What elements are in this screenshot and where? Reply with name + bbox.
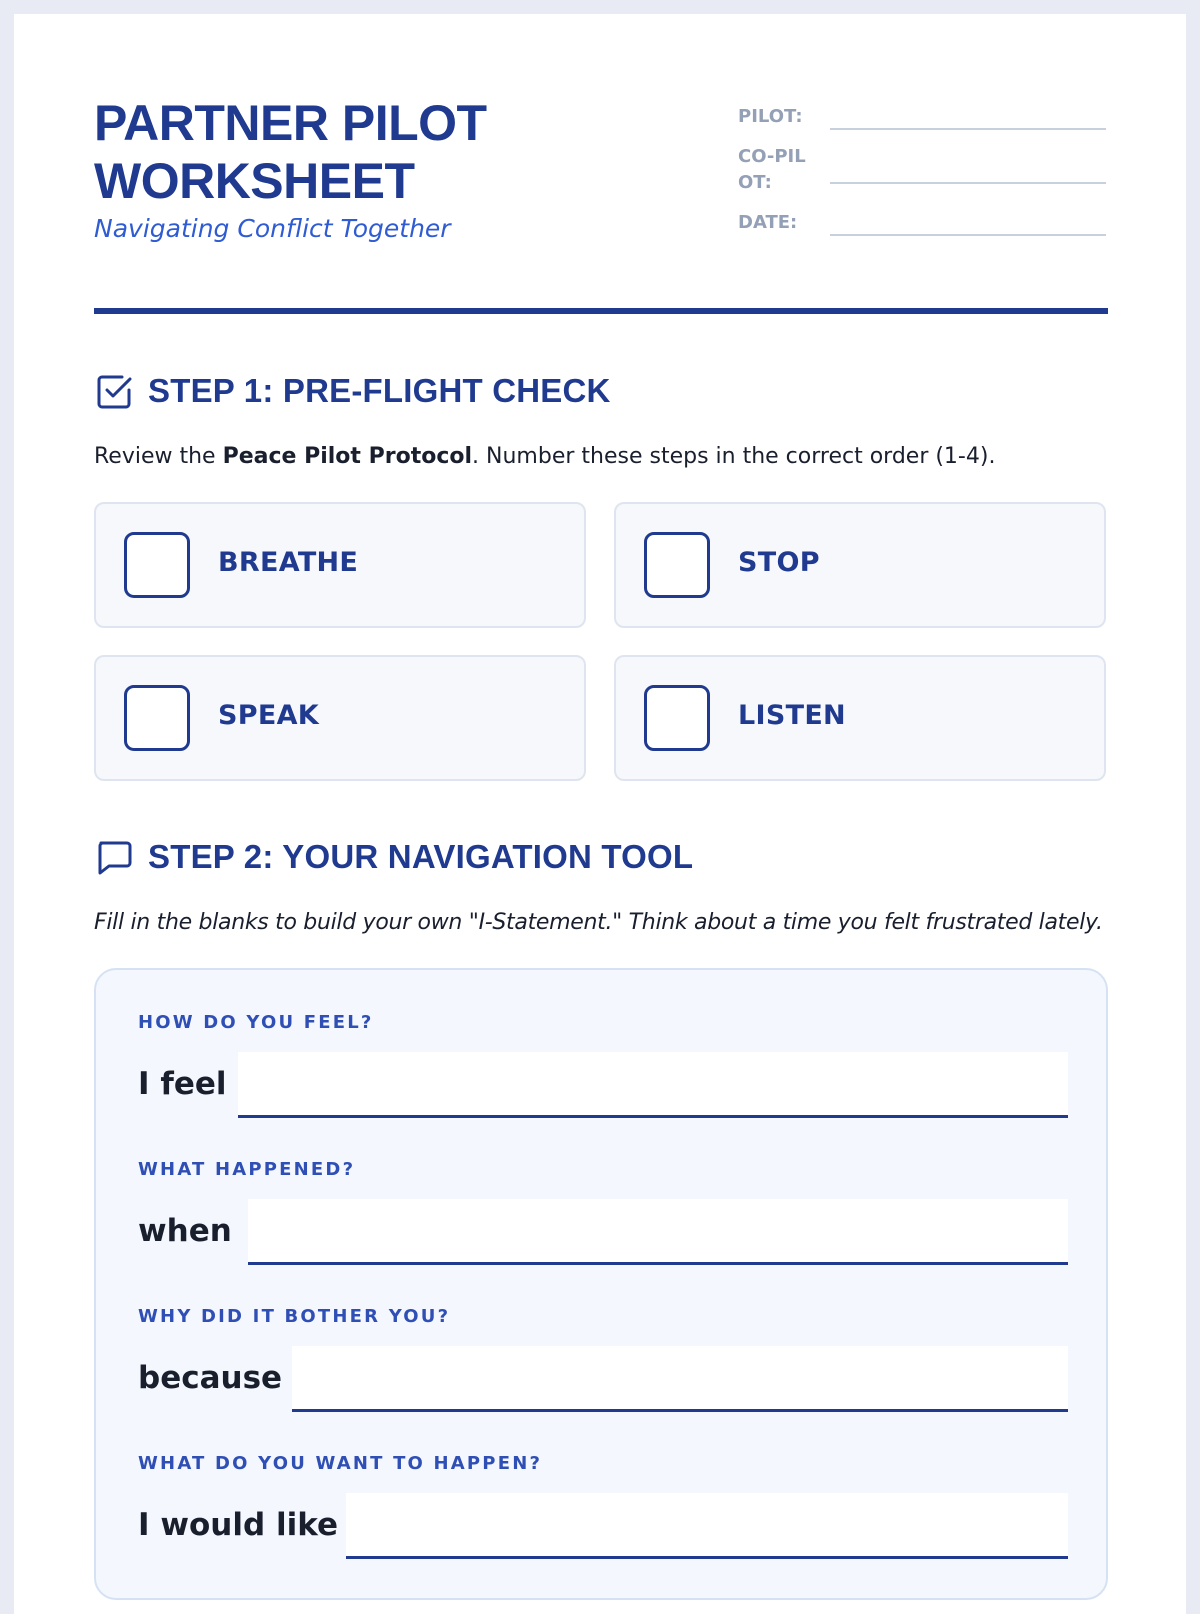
date-label: DATE: [738, 212, 798, 233]
pilot-line[interactable] [830, 128, 1106, 130]
happened-prefix: when [138, 1213, 232, 1249]
page-title [94, 94, 674, 210]
step-card-label: STOP [738, 547, 820, 578]
number-box[interactable] [644, 532, 710, 598]
feel-input[interactable] [238, 1052, 1068, 1118]
happened-row [138, 1199, 1068, 1265]
step-card-listen [614, 655, 1106, 781]
would-like-prefix: I would like [138, 1507, 339, 1543]
checkbox-icon [94, 371, 134, 411]
copilot-label: CO-PILOT: [738, 146, 806, 193]
step-card-stop [614, 502, 1106, 628]
pilot-label: PILOT: [738, 106, 803, 127]
step1-heading [94, 371, 611, 411]
number-box[interactable] [644, 685, 710, 751]
step1-title: STEP 1: PRE-FLIGHT CHECK [148, 372, 611, 409]
title-line-2: WORKSHEET [94, 153, 415, 209]
question-label: HOW DO YOU FEEL? [138, 1012, 374, 1033]
number-box[interactable] [124, 685, 190, 751]
copilot-line[interactable] [830, 182, 1106, 184]
i-statement-panel [94, 968, 1108, 1600]
speech-bubble-icon [94, 837, 134, 877]
would-like-input[interactable] [346, 1493, 1068, 1559]
question-label: WHY DID IT BOTHER YOU? [138, 1306, 451, 1327]
step-card-label: BREATHE [218, 547, 359, 578]
step1-instructions-pre: Review the [94, 444, 223, 469]
date-line[interactable] [830, 234, 1106, 236]
step-card-breathe [94, 502, 586, 628]
step-card-label: SPEAK [218, 700, 319, 731]
step1-instructions [94, 444, 995, 469]
feel-prefix: I feel [138, 1066, 227, 1102]
step1-instructions-bold: Peace Pilot Protocol [222, 444, 473, 469]
question-label: WHAT HAPPENED? [138, 1159, 356, 1180]
step2-title: STEP 2: YOUR NAVIGATION TOOL [148, 838, 694, 875]
question-label: WHAT DO YOU WANT TO HAPPEN? [138, 1453, 543, 1474]
step2-instructions: Fill in the blanks to build your own "I-Statement." Think about a time you felt frustrated lately. [94, 910, 1103, 935]
because-prefix: because [138, 1360, 283, 1396]
happened-input[interactable] [248, 1199, 1068, 1265]
worksheet-page [14, 14, 1186, 1614]
header-divider [94, 308, 1108, 314]
step-card-label: LISTEN [738, 700, 846, 731]
would-like-row [138, 1493, 1068, 1559]
feel-row [138, 1052, 1068, 1118]
because-input[interactable] [292, 1346, 1068, 1412]
step2-heading [94, 837, 693, 877]
step-card-speak [94, 655, 586, 781]
number-box[interactable] [124, 532, 190, 598]
because-row [138, 1346, 1068, 1412]
title-line-1: PARTNER PILOT [94, 95, 487, 151]
page-subtitle: Navigating Conflict Together [94, 214, 451, 243]
step1-instructions-post: . Number these steps in the correct order (1-4). [472, 444, 996, 469]
